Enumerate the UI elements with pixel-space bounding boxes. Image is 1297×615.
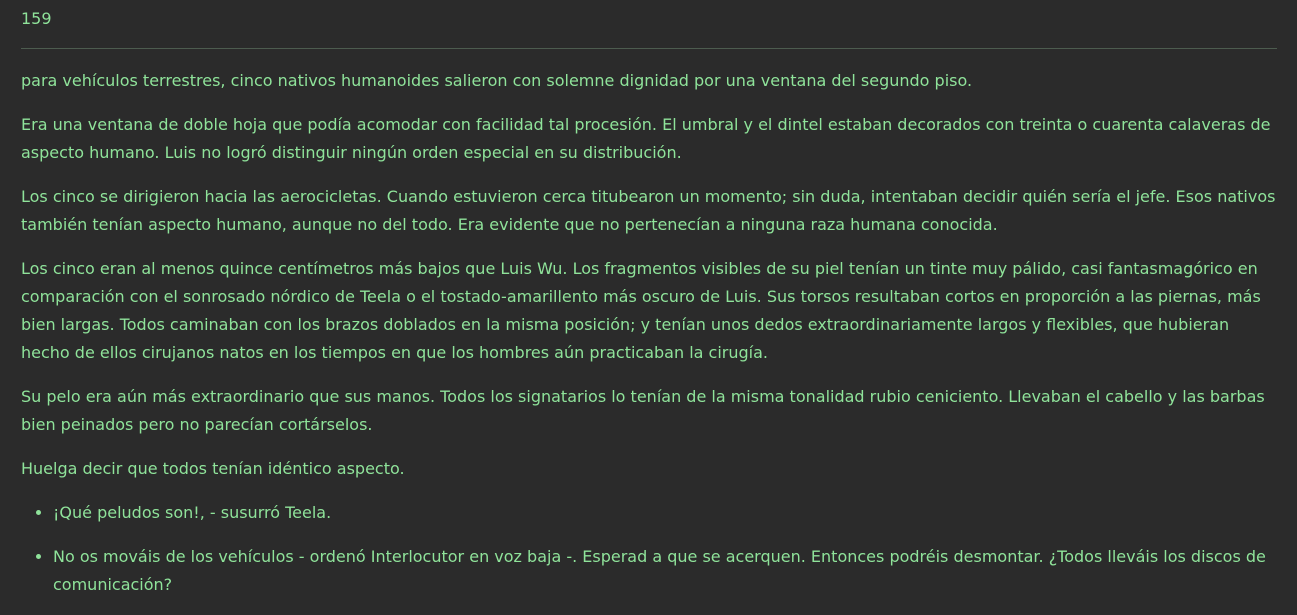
paragraph: Huelga decir que todos tenían idéntico aspecto. (21, 459, 405, 478)
paragraph: Los cinco eran al menos quince centímetros más bajos que Luis Wu. Los fragmentos visibles de su piel tenían un tinte muy pálido, casi fantasmagórico en comparación con el sonrosado nórdico de Teela o el tostado-amarillento más oscuro de Luis. Sus torsos resultaban cortos en proporción a las piernas, más bien largas. Todos caminaban con los brazos doblados en la misma posición; y tenían unos dedos extraordinariamente largos y flexibles, que hubieran hecho de ellos cirujanos natos en los tiempos en que los hombres aún practicaban la cirugía. (21, 259, 1261, 362)
header-divider (21, 48, 1277, 49)
paragraph: Los cinco se dirigieron hacia las aerocicletas. Cuando estuvieron cerca titubearon un momento; sin duda, intentaban decidir quién sería el jefe. Esos nativos también tenían aspecto humano, aunque no del todo. Era evidente que no pertenecían a ninguna raza humana conocida. (21, 187, 1276, 234)
list-item: • ¡Qué peludos son!, - susurró Teela. (53, 499, 1277, 527)
list-item: • No os mováis de los vehículos - ordenó Interlocutor en voz baja -. Esperad a que se acerquen. Entonces podréis desmontar. ¿Todos lleváis los discos de comunicación? (53, 543, 1277, 599)
paragraph: Era una ventana de doble hoja que podía acomodar con facilidad tal procesión. El umbral y el dintel estaban decorados con treinta o cuarenta calaveras de aspecto humano. Luis no logró distinguir ningún orden especial en su distribución. (21, 115, 1271, 162)
dialogue-list (21, 499, 1277, 599)
paragraph: para vehículos terrestres, cinco nativos humanoides salieron con solemne dignidad por una ventana del segundo piso. (21, 71, 973, 90)
paragraph: Su pelo era aún más extraordinario que sus manos. Todos los signatarios lo tenían de la misma tonalidad rubio ceniciento. Llevaban el cabello y las barbas bien peinados pero no parecían cortárselos. (21, 387, 1265, 434)
page-number: 159 (21, 9, 52, 28)
document-body (21, 67, 1277, 615)
